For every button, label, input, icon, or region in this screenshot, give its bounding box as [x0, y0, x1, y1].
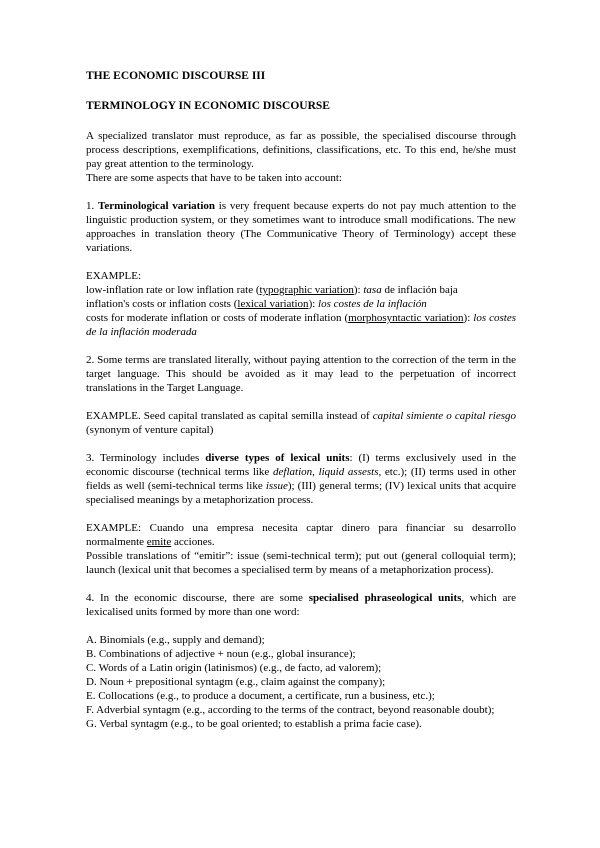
point-1-example-label: EXAMPLE:: [86, 270, 141, 282]
intro-paragraph: A specialized translator must reproduce, as far as possible, the specialised discourse through process descriptions, exemplifications, definitions, classifications, etc. To this end, he/she must pay great attention to the terminology.: [86, 130, 516, 170]
phraseological-units-list: [86, 633, 516, 731]
list-item: A. Binomials (e.g., supply and demand);: [86, 634, 265, 646]
point-2-example: EXAMPLE. Seed capital translated as capital semilla instead of capital simiente o capital riesgo (synonym of venture capital): [86, 410, 516, 436]
point-4-paragraph: 4. In the economic discourse, there are some specialised phraseological units, which are lexicalised units formed by more than one word:: [86, 592, 517, 618]
intro-aspects-line: There are some aspects that have to be taken into account:: [86, 172, 342, 184]
point-2-paragraph: 2. Some terms are translated literally, without paying attention to the correction of the term in the target language. This should be avoided as it may lead to the perpetuation of incorrect translations in the Target Language.: [86, 354, 516, 394]
document-title: THE ECONOMIC DISCOURSE III: [86, 70, 266, 82]
list-item: B. Combinations of adjective + noun (e.g., global insurance);: [86, 648, 356, 660]
point-1-example-1: low-inflation rate or low inflation rate (typographic variation): tasa de inflación baja: [86, 284, 458, 296]
point-1-example-3: costs for moderate inflation or costs of moderate inflation (morphosyntactic variation): los costes de la inflación moderada: [86, 312, 516, 338]
list-item: D. Noun + prepositional syntagm (e.g., claim against the company);: [86, 676, 386, 688]
point-1-example-2: inflation's costs or inflation costs (lexical variation): los costes de la inflación: [86, 298, 427, 310]
list-item: F. Adverbial syntagm (e.g., according to the terms of the contract, beyond reasonable doubt);: [86, 704, 495, 716]
point-3-translations: Possible translations of “emitir”: issue (semi-technical term); put out (general colloquial term); launch (lexical unit that becomes a specialised term by means of a metaphorization process).: [86, 550, 516, 576]
list-item: C. Words of a Latin origin (latinismos) (e.g., de facto, ad valorem);: [86, 662, 382, 674]
document-body: [86, 69, 516, 731]
point-3-paragraph: 3. Terminology includes diverse types of lexical units: (I) terms exclusively used in the economic discourse (technical terms like deflation, liquid assests, etc.); (II) terms used in other fields as well (semi-technical terms like issue); (III) general terms; (IV) lexical units that acquire specialised meanings by a metaphorization process.: [86, 452, 517, 506]
point-1-paragraph: 1. Terminological variation is very frequent because experts do not pay much attention to the linguistic production system, or they sometimes want to introduce small modifications. The new approaches in translation theory (The Communicative Theory of Terminology) accept these variations.: [86, 200, 517, 254]
list-item: E. Collocations (e.g., to produce a document, a certificate, run a business, etc.);: [86, 690, 435, 702]
list-item: G. Verbal syntagm (e.g., to be goal oriented; to establish a prima facie case).: [86, 718, 422, 730]
section-title: TERMINOLOGY IN ECONOMIC DISCOURSE: [86, 100, 330, 112]
point-3-example: EXAMPLE: Cuando una empresa necesita captar dinero para financiar su desarrollo normalmente emite acciones.: [86, 522, 516, 548]
